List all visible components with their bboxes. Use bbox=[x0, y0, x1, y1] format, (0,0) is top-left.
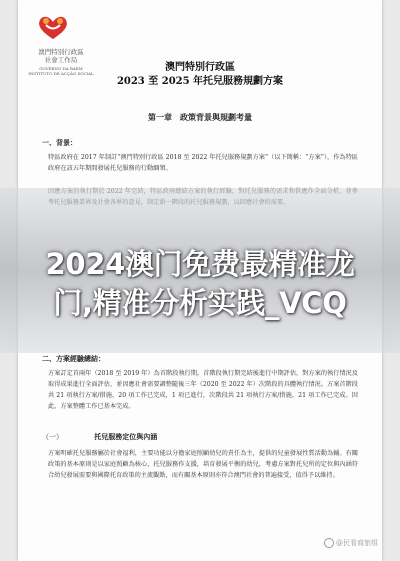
section1-heading: 一、背景： bbox=[42, 138, 77, 147]
subsection-paragraph: 方案明確托兒服務屬於社會福利，主要功能以分擔家庭照顧幼兒的責任為主，提供的兒童發展性質活動為輔。有關政策的基本原則是以家庭照顧為核心，托兒服務作支援，培育發展平衡的幼兒，考慮方案對托兒所的定位與內涵符合幼兒發展需要與國際托育政策的主流觀點，而有關基本原則亦符合澳門社會的普遍接受，值得予以維持。 bbox=[48, 450, 358, 479]
org-name-line4: INSTITUTO DE ACÇÃO SOCIAL bbox=[28, 71, 94, 76]
section1-paragraph1: 特區政府在 2017 年制訂“澳門特別行政區 2018 至 2022 年托兒服務規劃方案”（以下簡稱：“方案”），作為特區政府在該五年期間發展托兒服務的行動綱領。 bbox=[48, 154, 358, 172]
document-title-line1: 澳門特別行政區 bbox=[165, 62, 235, 73]
document-title-line2: 2023 至 2025 年托兒服務規劃方案 bbox=[116, 76, 284, 87]
org-name-line2: 社會工作局 bbox=[44, 56, 78, 64]
headline-line1: 2024澳门免费最精准龙 bbox=[45, 247, 355, 281]
section2-paragraph1: 方案訂定首兩年（2018 至 2019 年）為首階段執行期，首階段執行期完結後進行中期評估，對方案的執行情況及取得成果進行全面評估，並因應社會需要調整隨後三年（2020 至 2022 年）次階段的具體執行情況。方案首階段共 21 項執行方案/措施，20 項工作已完成，1 項已進行，次階段共 21 項執行方案/措施，21 項工作已完成。因此，方案整體工作已基本完成。 bbox=[48, 370, 358, 410]
subsection-number: （一） bbox=[42, 433, 63, 441]
subsection-title: 托兒服務定位與內涵 bbox=[94, 432, 158, 441]
org-name-line3: GOVERNO DA RAEM bbox=[39, 66, 83, 71]
watermark-logo-icon bbox=[324, 538, 334, 548]
headline-line2: 门,精准分析实践_VCQ bbox=[53, 286, 347, 320]
section2-heading: 二、方案經驗總結： bbox=[42, 354, 105, 363]
org-name-line1: 澳門特別行政區 bbox=[38, 48, 84, 56]
chapter-heading: 第一章 政策背景與規劃考量 bbox=[148, 112, 252, 122]
watermark-text: @民看商旅组 bbox=[336, 539, 378, 547]
watermark bbox=[324, 538, 378, 548]
subsection-heading bbox=[42, 432, 157, 442]
iass-logo-icon bbox=[34, 12, 72, 42]
